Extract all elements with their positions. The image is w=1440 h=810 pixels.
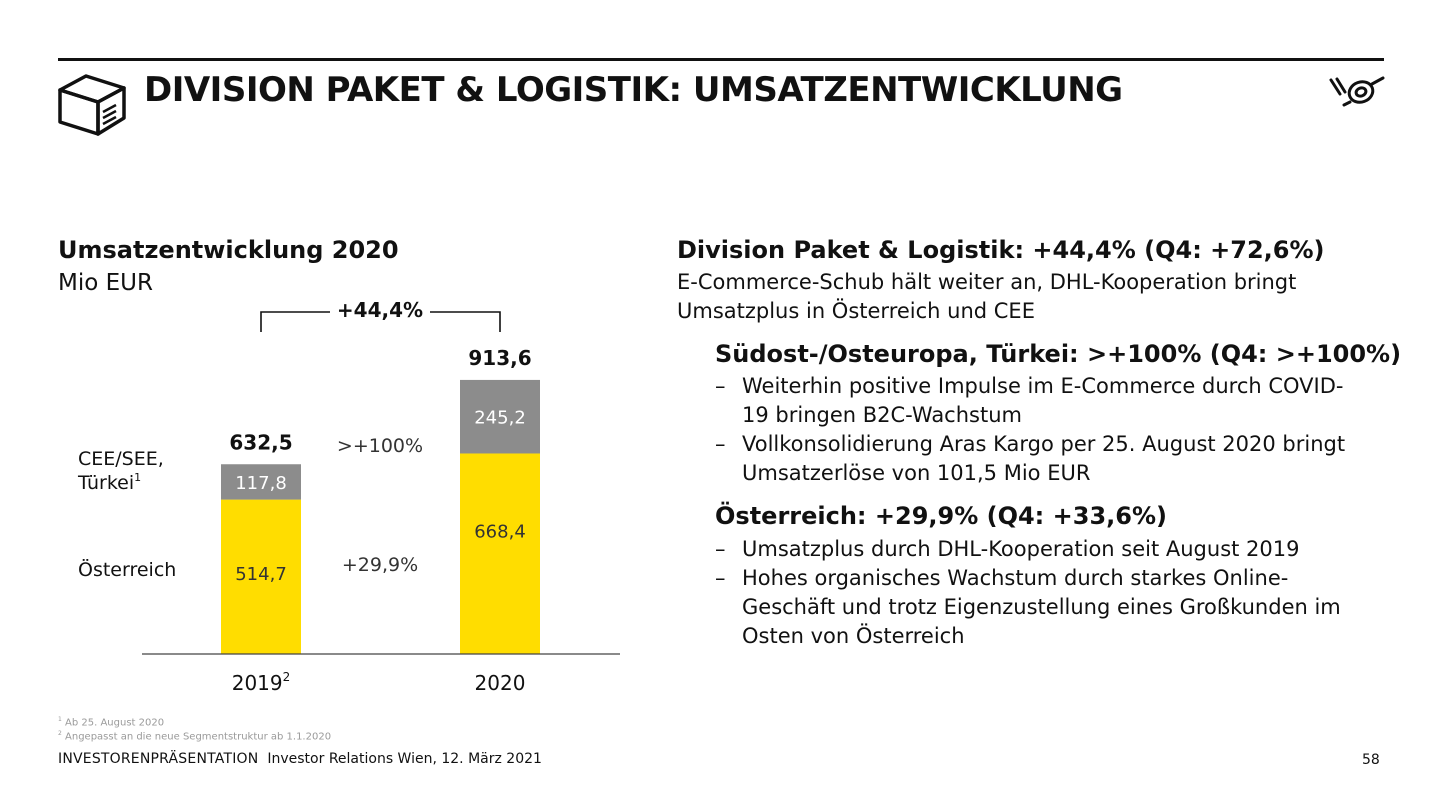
row-label-at: Österreich bbox=[78, 559, 177, 581]
growth-at: +29,9% bbox=[341, 554, 419, 576]
value-label-austria-2019: 514,7 bbox=[235, 563, 287, 585]
footnote-2 bbox=[58, 730, 331, 742]
list-item: – Weiterhin positive Impulse im E-Commerce durch COVID-19 bringen B2C-Wachstum bbox=[715, 372, 1365, 430]
title-rule bbox=[58, 58, 1384, 61]
page-number: 58 bbox=[1362, 752, 1380, 768]
footer-label: INVESTORENPRÄSENTATION bbox=[58, 751, 259, 767]
total-label-2019: 632,5 bbox=[229, 430, 293, 455]
parcel-box-icon bbox=[56, 68, 128, 138]
footer bbox=[58, 751, 542, 767]
list-item: – Vollkonsolidierung Aras Kargo per 25. August 2020 bringt Umsatzerlöse von 101,5 Mio EUR bbox=[715, 430, 1365, 488]
growth-label: +44,4% bbox=[336, 298, 424, 322]
text-division: E-Commerce-Schub hält weiter an, DHL-Kooperation bringt Umsatzplus in Österreich und CEE bbox=[677, 270, 1297, 323]
post-horn-logo bbox=[1328, 74, 1386, 108]
page-title: DIVISION PAKET & LOGISTIK: UMSATZENTWICKLUNG bbox=[144, 70, 1123, 110]
row-label-cee-line1: CEE/SEE, bbox=[78, 448, 164, 470]
heading-austria: Österreich: +29,9% (Q4: +33,6%) bbox=[715, 502, 1167, 530]
category-label-2020: 2020 bbox=[474, 671, 526, 695]
value-label-cee-2019: 117,8 bbox=[235, 472, 287, 494]
footnote-1-sup: 1 bbox=[58, 716, 62, 723]
list-item: – Umsatzplus durch DHL-Kooperation seit August 2019 bbox=[715, 535, 1365, 564]
footnote-1-text: Ab 25. August 2020 bbox=[65, 717, 165, 729]
bullet-list-see bbox=[715, 372, 1365, 488]
row-label-cee-text: Türkei bbox=[78, 472, 135, 494]
growth-cee: >+100% bbox=[336, 435, 424, 457]
stacked-bar-chart bbox=[60, 295, 640, 705]
footnote-2-sup: 2 bbox=[58, 730, 62, 737]
bullet-list-austria bbox=[715, 535, 1365, 651]
list-item: – Hohes organisches Wachstum durch starkes Online-Geschäft und trotz Eigenzustellung eines Großkunden im Osten von Österreich bbox=[715, 564, 1365, 651]
chart-unit: Mio EUR bbox=[58, 270, 153, 296]
heading-see: Südost-/Osteuropa, Türkei: >+100% (Q4: >+100%) bbox=[715, 340, 1402, 368]
value-label-cee-2020: 245,2 bbox=[474, 407, 526, 429]
category-label-2019: 2019$^2$ bbox=[231, 670, 291, 695]
footer-text: Investor Relations Wien, 12. März 2021 bbox=[267, 751, 542, 767]
footnote-2-text: Angepasst an die neue Segmentstruktur ab 1.1.2020 bbox=[65, 731, 332, 743]
row-label-cee-sup: 1 bbox=[134, 471, 142, 484]
footnote-1 bbox=[58, 716, 164, 728]
total-label-2020: 913,6 bbox=[468, 345, 532, 370]
value-label-austria-2020: 668,4 bbox=[474, 521, 526, 543]
heading-division: Division Paket & Logistik: +44,4% (Q4: +72,6%) bbox=[677, 236, 1325, 264]
bar-austria-2020 bbox=[460, 453, 540, 654]
row-label-cee-line2 bbox=[77, 471, 141, 494]
chart-title: Umsatzentwicklung 2020 bbox=[58, 236, 399, 264]
